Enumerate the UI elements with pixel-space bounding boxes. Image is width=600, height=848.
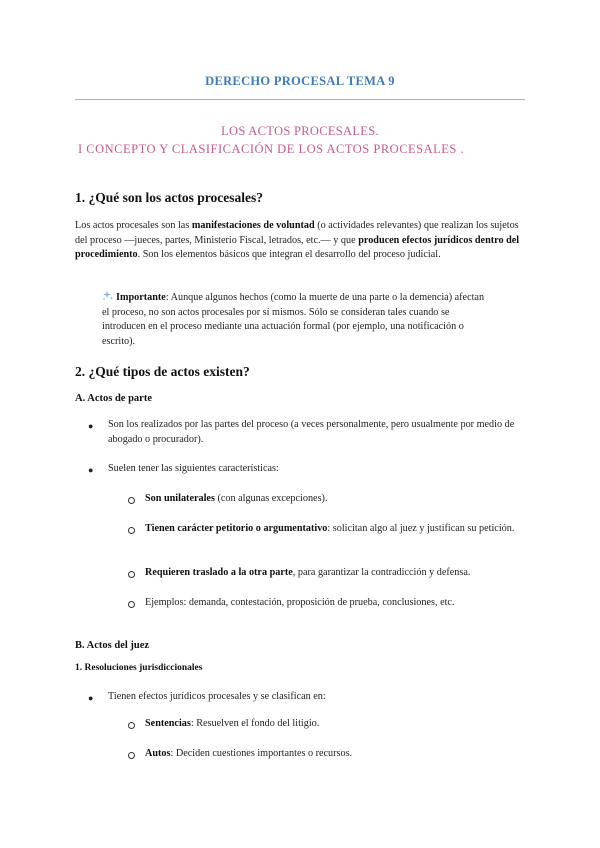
list-item <box>145 492 525 507</box>
paragraph-text: Los actos procesales son las <box>75 220 192 231</box>
list-item <box>145 717 525 732</box>
list-item <box>145 522 525 537</box>
note-label: Importante <box>116 292 166 303</box>
list-item-text: : Resuelven el fondo del litigio. <box>190 718 320 729</box>
list-item-text: (con algunas excepciones). <box>214 493 328 504</box>
list-item-bold: Autos <box>145 748 171 759</box>
list-item-bold: Sentencias <box>145 718 191 729</box>
list-item-bold: Tienen carácter petitorio o argumentativo <box>145 523 328 534</box>
list-item <box>145 566 525 581</box>
important-note <box>102 290 492 349</box>
bullet-circle <box>128 571 135 578</box>
bullet-circle <box>128 601 135 608</box>
list-item <box>145 747 525 762</box>
title-line-2: I CONCEPTO Y CLASIFICACIÓN DE LOS ACTOS PROCESALES . <box>78 142 465 156</box>
paragraph-bold: producen efectos jurídicos dentro del procedimiento <box>75 234 520 260</box>
list-item-bold: Requieren traslado a la otra parte <box>145 567 293 578</box>
section-1-paragraph <box>75 219 527 263</box>
note-text: : Aunque algunos hechos (como la muerte de una parte o la demencia) afectan el proceso, no son actos procesales por sí mismos. Sólo se consideran tales cuando se introducen en el proceso mediante una actuación formal (por ejemplo, una notificación o escrito). <box>102 292 485 347</box>
bullet-dot: ● <box>88 465 94 475</box>
subsection-b-bullet-1: Tienen efectos jurídicos procesales y se clasifican en: <box>108 691 326 702</box>
bullet-circle <box>128 497 135 504</box>
bullet-dot: ● <box>88 693 94 703</box>
bullet-circle <box>128 722 135 729</box>
paragraph-text: (o actividades relevantes) que realizan los sujetos del proceso —jueces, partes, Ministerio Fiscal, letrados, etc.— y que <box>75 220 519 246</box>
section-1-heading: 1. ¿Qué son los actos procesales? <box>75 190 263 205</box>
bullet-circle <box>128 752 135 759</box>
sparkle-icon <box>102 290 114 301</box>
list-item-bold: Son unilaterales <box>145 493 215 504</box>
list-item-text: , para garantizar la contradicción y defensa. <box>292 567 471 578</box>
subsection-a-bullet-2: Suelen tener las siguientes características: <box>108 463 279 474</box>
subsection-b-1-heading: 1. Resoluciones jurisdiccionales <box>75 663 203 673</box>
paragraph-text: . Son los elementos básicos que integran el desarrollo del proceso judicial. <box>137 249 441 260</box>
document-header: DERECHO PROCESAL TEMA 9 <box>205 74 395 88</box>
subsection-a-heading: A. Actos de parte <box>75 393 152 404</box>
paragraph-bold: manifestaciones de voluntad <box>191 220 315 231</box>
list-item <box>145 596 525 611</box>
bullet-circle <box>128 527 135 534</box>
list-item-text: : solicitan algo al juez y justifican su petición. <box>327 523 515 534</box>
title-line-1: LOS ACTOS PROCESALES. <box>221 124 379 138</box>
header-divider <box>75 99 525 100</box>
bullet-dot: ● <box>88 421 94 431</box>
subsection-a-bullet-1: Son los realizados por las partes del proceso (a veces personalmente, pero usualmente por medio de abogado o procurador). <box>108 419 515 445</box>
list-item-text: Ejemplos: demanda, contestación, proposición de prueba, conclusiones, etc. <box>145 597 455 608</box>
list-item-text: : Deciden cuestiones importantes o recursos. <box>170 748 353 759</box>
subsection-b-heading: B. Actos del juez <box>75 640 150 651</box>
section-2-heading: 2. ¿Qué tipos de actos existen? <box>75 364 250 379</box>
